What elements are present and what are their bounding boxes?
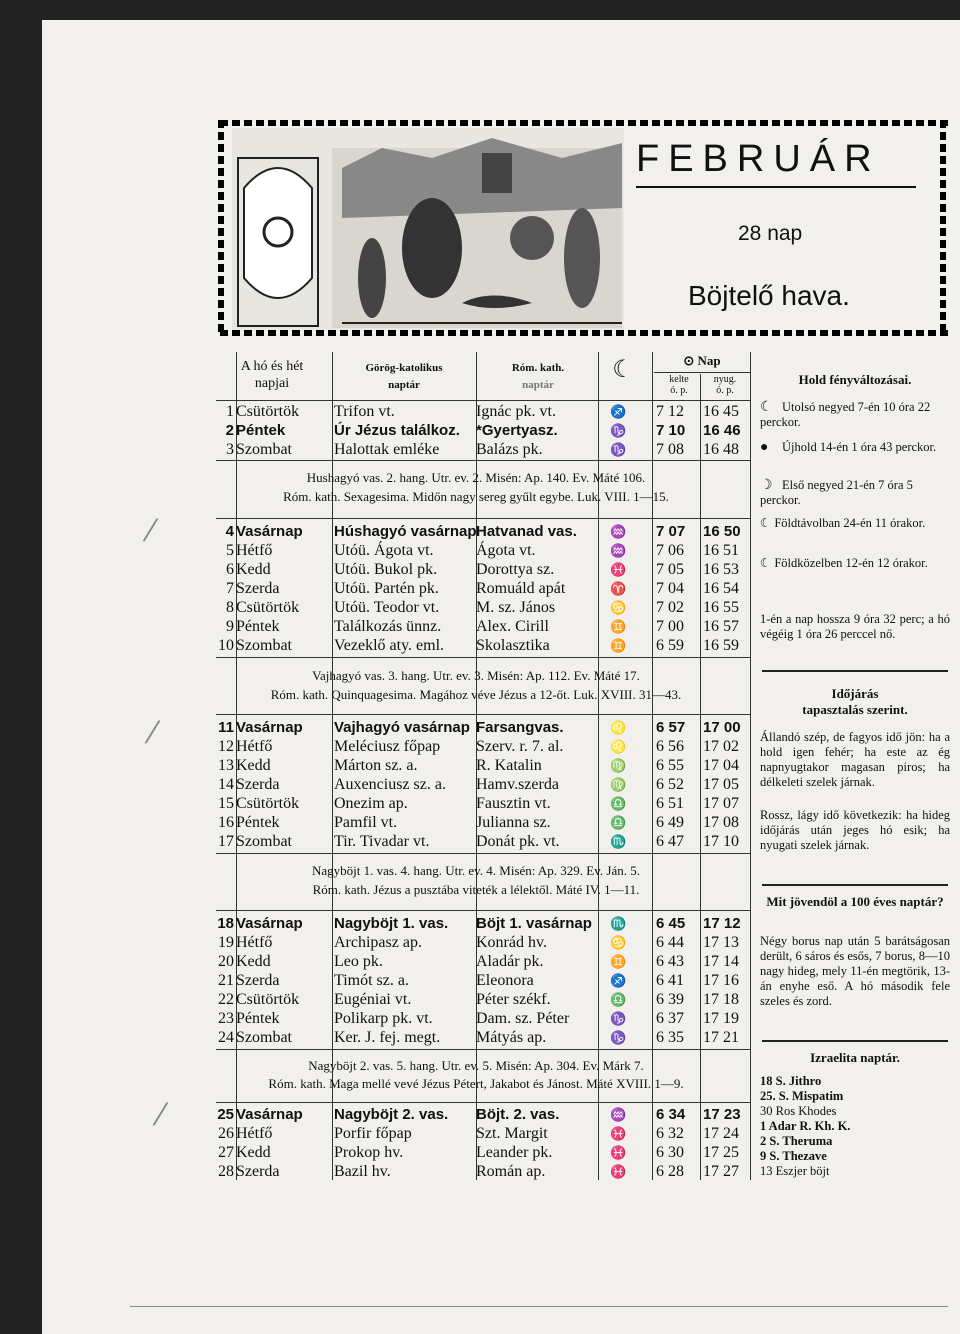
list-item: 13 Eszjer böjt (760, 1164, 830, 1178)
moon-phase-item (760, 478, 950, 508)
day-number: 7 (226, 580, 234, 597)
moon-phase-item (760, 400, 950, 430)
greek-saint: Utóü. Teodor vt. (334, 599, 440, 616)
sun-header-rule (654, 372, 750, 373)
list-item: 25. S. Mispatim (760, 1089, 844, 1103)
greek-saint: Tir. Tivadar vt. (334, 833, 430, 850)
weekday: Hétfő (236, 542, 273, 559)
zodiac-icon: ♎ (610, 796, 627, 811)
week-rule (216, 714, 750, 715)
first-quarter-moon-icon: ☽ (760, 478, 773, 493)
greek-saint: Leo pk. (334, 953, 383, 970)
greek-saint: Vezeklő aty. eml. (334, 637, 445, 654)
roman-saint: R. Katalin (476, 757, 542, 774)
moon-phases-title: Hold fényváltozásai. (798, 372, 912, 387)
roman-saint: Szerv. r. 7. al. (476, 738, 564, 755)
day-number: 15 (218, 795, 234, 812)
col-header-set-line1: nyug. (713, 374, 737, 385)
zodiac-icon: ♊ (610, 638, 627, 653)
weekday: Vasárnap (236, 719, 303, 736)
sunrise-time: 6 52 (656, 776, 684, 793)
weekday: Csütörtök (236, 403, 300, 420)
sunrise-time: 7 02 (656, 599, 684, 616)
greek-saint: Onezim ap. (334, 795, 408, 812)
month-days: 28 nap (738, 222, 803, 245)
sunrise-time: 7 06 (656, 542, 684, 559)
col-header-set (702, 374, 748, 396)
sunrise-time: 7 12 (656, 403, 684, 420)
greek-saint: Utóü. Bukol pk. (334, 561, 438, 578)
forecast-title: Mit jövendöl a 100 éves naptár? (766, 894, 944, 909)
zodiac-icon: ♑ (610, 1030, 627, 1045)
weekday: Szombat (236, 1029, 292, 1046)
day-number: 4 (225, 523, 234, 540)
sun-icon: ⊙ (683, 353, 695, 368)
col-header-greek-line1: Görög-katolikus (365, 362, 443, 374)
day-number: 21 (218, 972, 234, 989)
greek-saint: Pamfil vt. (334, 814, 398, 831)
roman-saint: Péter székf. (476, 991, 551, 1008)
day-number: 20 (218, 953, 234, 970)
sunset-time: 17 12 (703, 915, 741, 932)
greek-saint: Archipasz ap. (334, 934, 422, 951)
week-note: Hushagyó vas. 2. hang. Utr. ev. 2. Misén: Ap. 140. Ev. Máté 106. (306, 470, 646, 485)
weekday: Csütörtök (236, 599, 300, 616)
sunset-time: 17 10 (703, 833, 739, 850)
greek-saint: Timót sz. a. (334, 972, 409, 989)
sunset-time: 16 54 (703, 580, 739, 597)
roman-saint: Böjt 1. vasárnap (476, 915, 592, 932)
left-border (218, 120, 224, 332)
greek-saint: Porfir főpap (334, 1125, 412, 1142)
col-header-day (216, 358, 328, 392)
weekday: Szombat (236, 637, 292, 654)
new-moon-icon: ● (760, 440, 769, 455)
weather-fair-text: Állandó szép, de fagyos idő jön: ha a hold igen fehér; ha este az ég napnyugtakor magasan piros; ha délkeleti szelek járnak. (760, 730, 950, 789)
day-number: 28 (218, 1163, 234, 1180)
sunset-time: 17 05 (703, 776, 739, 793)
month-underline (636, 186, 916, 188)
greek-saint: Utóü. Partén pk. (334, 580, 439, 597)
roman-saint: Dam. sz. Péter (476, 1010, 570, 1027)
greek-saint: Bazil hv. (334, 1163, 391, 1180)
day-number: 18 (217, 915, 234, 932)
perigee-text: Földközelben 12-én 12 órakor. (774, 556, 928, 570)
greek-saint: Ker. J. fej. megt. (334, 1029, 441, 1046)
roman-saint: Aladár pk. (476, 953, 544, 970)
forecast-text: Négy borus nap után 5 barátságosan derült, 6 sáros és esős, 7 borus, 8—10 nagy hideg, mely 11-én megtörik, 13-án enyhe eső. A hó második fele szeles és zord. (760, 934, 950, 1008)
roman-saint: Szt. Margit (476, 1125, 548, 1142)
day-number: 11 (218, 719, 234, 736)
apogee-moon-icon: ☾ (760, 516, 772, 530)
col-header-sun (654, 352, 750, 369)
roman-saint: Donát pk. vt. (476, 833, 560, 850)
header-bottom-border (220, 330, 948, 336)
sunrise-time: 6 44 (656, 934, 684, 951)
weekday: Hétfő (236, 738, 273, 755)
sunrise-time: 6 45 (656, 915, 686, 932)
sidebar-divider (762, 1040, 948, 1042)
zodiac-icon: ♌ (610, 720, 627, 735)
roman-saint: Böjt. 2. vas. (476, 1106, 560, 1123)
sunrise-time: 6 37 (656, 1010, 684, 1027)
zodiac-icon: ♋ (610, 935, 627, 950)
sunrise-time: 6 32 (656, 1125, 684, 1142)
col-header-rise-line2: ó. p. (670, 385, 688, 396)
day-number: 8 (226, 599, 234, 616)
sunset-time: 17 13 (703, 934, 739, 951)
day-number: 19 (218, 934, 234, 951)
month-alias: Böjtelő hava. (688, 280, 850, 311)
greek-saint: Eugéniai vt. (334, 991, 412, 1008)
moon-phase-text: Újhold 14-én 1 óra 43 perckor. (782, 440, 937, 454)
weekday: Péntek (236, 618, 280, 635)
pencil-mark: ⁄ (148, 514, 154, 549)
zodiac-icon: ♑ (610, 423, 627, 438)
col-header-sun-label: Nap (697, 353, 721, 368)
roman-saint: Hatvanad vas. (476, 523, 577, 540)
list-item: 18 S. Jithro (760, 1074, 822, 1088)
sunset-time: 17 25 (703, 1144, 739, 1161)
day-number: 5 (226, 542, 234, 559)
weekday: Szombat (236, 833, 292, 850)
week-rule (216, 657, 750, 658)
zodiac-icon: ♓ (610, 1164, 627, 1179)
zodiac-icon: ♐ (610, 973, 627, 988)
weather-foul-text: Rossz, lágy idő következik: ha hideg időjárás után jeges hó esik; ha nyugati szelek járnak. (760, 808, 950, 852)
roman-saint: Hamv.szerda (476, 776, 559, 793)
greek-saint: Utóü. Ágota vt. (334, 542, 434, 559)
sunset-time: 17 02 (703, 738, 739, 755)
sunset-time: 17 16 (703, 972, 739, 989)
weekday: Vasárnap (236, 1106, 303, 1123)
sunrise-time: 7 04 (656, 580, 684, 597)
sunset-time: 17 19 (703, 1010, 739, 1027)
list-item: 30 Ros Khodes (760, 1104, 837, 1118)
weekday: Csütörtök (236, 795, 300, 812)
weekday: Kedd (236, 953, 271, 970)
week-note: Róm. kath. Maga mellé vevé Jézus Pétert, Jakabot és Jánost. Máté XVIII. 1—9. (268, 1076, 684, 1091)
sunrise-time: 7 00 (656, 618, 684, 635)
sunset-time: 17 24 (703, 1125, 739, 1142)
week-rule (216, 910, 750, 911)
sunset-time: 16 48 (703, 441, 739, 458)
sunrise-time: 7 10 (656, 422, 686, 439)
col-header-greek-line2: naptár (388, 379, 420, 391)
sunrise-time: 6 41 (656, 972, 684, 989)
zodiac-icon: ♏ (610, 916, 627, 931)
zodiac-icon: ♒ (610, 524, 627, 539)
roman-saint: Konrád hv. (476, 934, 547, 951)
zodiac-icon: ♌ (610, 739, 627, 754)
weather-title: Időjárás (831, 686, 879, 701)
col-header-roman-line1: Róm. kath. (511, 362, 565, 374)
weekday: Kedd (236, 757, 271, 774)
week-note: Róm. kath. Sexagesima. Midőn nagy sereg gyűlt egybe. Luk. VIII. 1—15. (283, 489, 669, 504)
zodiac-icon: ♓ (610, 1126, 627, 1141)
moon-phase-icon: ☾ (612, 357, 634, 383)
weekday: Péntek (236, 814, 280, 831)
weekday: Szerda (236, 1163, 280, 1180)
moon-distance-item (760, 516, 950, 531)
roman-saint: Fausztin vt. (476, 795, 551, 812)
roman-saint: Ignác pk. vt. (476, 403, 556, 420)
sunset-time: 16 50 (703, 523, 741, 540)
greek-saint: Halottak emléke (334, 441, 440, 458)
weekday: Szerda (236, 580, 280, 597)
day-number: 12 (218, 738, 234, 755)
right-border (940, 120, 946, 332)
week-note: Róm. kath. Quinquagesima. Magához véve Jézus a 12-őt. Luk. XVIII. 31—43. (270, 687, 682, 702)
roman-saint: *Gyertyasz. (476, 422, 558, 439)
sunrise-time: 7 08 (656, 441, 684, 458)
sunrise-time: 6 59 (656, 637, 684, 654)
last-quarter-moon-icon: ☾ (760, 400, 773, 415)
weekday: Csütörtök (236, 991, 300, 1008)
sunset-time: 16 53 (703, 561, 739, 578)
zodiac-icon: ♑ (610, 1011, 627, 1026)
sunrise-time: 7 07 (656, 523, 686, 540)
weekday: Péntek (236, 1010, 280, 1027)
zodiac-icon: ♒ (610, 1107, 627, 1122)
day-number: 22 (218, 991, 234, 1008)
sunrise-time: 6 56 (656, 738, 684, 755)
greek-saint: Márton sz. a. (334, 757, 418, 774)
zodiac-icon: ♎ (610, 815, 627, 830)
sunrise-time: 6 57 (656, 719, 686, 736)
weekday: Szerda (236, 776, 280, 793)
zodiac-icon: ♏ (610, 834, 627, 849)
zodiac-icon: ♊ (610, 619, 627, 634)
sunset-time: 17 00 (703, 719, 741, 736)
roman-saint: Román ap. (476, 1163, 546, 1180)
week-rule (216, 460, 750, 461)
day-number: 17 (218, 833, 234, 850)
col-header-set-line2: ó. p. (716, 385, 734, 396)
weekday: Szerda (236, 972, 280, 989)
day-number: 27 (218, 1144, 234, 1161)
list-item: 1 Adar R. Kh. K. (760, 1119, 851, 1133)
weather-subtitle: tapasztalás szerint. (802, 702, 908, 717)
zodiac-icon: ♋ (610, 600, 627, 615)
sunrise-time: 6 35 (656, 1029, 684, 1046)
greek-saint: Polikarp pk. vt. (334, 1010, 433, 1027)
day-number: 3 (226, 441, 234, 458)
header-rule (216, 400, 750, 401)
col-header-day-line1: A hó és hét (240, 359, 304, 374)
day-number: 2 (225, 422, 234, 439)
sunset-time: 16 59 (703, 637, 739, 654)
day-number: 1 (226, 403, 234, 420)
sunset-time: 17 07 (703, 795, 739, 812)
moon-phase-text: Első negyed 21-én 7 óra 5 perckor. (760, 478, 913, 507)
weekday: Hétfő (236, 934, 273, 951)
zodiac-icon: ♎ (610, 992, 627, 1007)
weekday: Vasárnap (236, 915, 303, 932)
sidebar-divider (762, 884, 948, 886)
day-number: 24 (218, 1029, 234, 1046)
sunset-time: 17 08 (703, 814, 739, 831)
col-header-rise (656, 374, 702, 396)
week-note: Nagyböjt 1. vas. 4. hang. Utr. ev. 4. Misén: Ap. 329. Ev. Ján. 5. (312, 863, 640, 878)
greek-saint: Prokop hv. (334, 1144, 404, 1161)
pencil-mark: ⁄ (150, 716, 156, 751)
sunrise-time: 6 30 (656, 1144, 684, 1161)
zodiac-icon: ♒ (610, 543, 627, 558)
apogee-text: Földtávolban 24-én 11 órakor. (774, 516, 926, 530)
col-header-day-line2: napjai (254, 376, 290, 391)
weekday: Kedd (236, 1144, 271, 1161)
day-number: 26 (218, 1125, 234, 1142)
zodiac-icon: ♑ (610, 442, 627, 457)
greek-saint: Trifon vt. (334, 403, 395, 420)
col-header-rise-line1: kelte (669, 374, 689, 385)
sunset-time: 17 14 (703, 953, 739, 970)
col-header-greek (334, 360, 474, 394)
sunrise-time: 6 49 (656, 814, 684, 831)
jewish-calendar-list (760, 1074, 950, 1179)
zodiac-icon: ♓ (610, 1145, 627, 1160)
roman-saint: Romuáld apát (476, 580, 566, 597)
week-note: Nagyböjt 2. vas. 5. hang. Utr. ev. 5. Misén: Ap. 304. Ev. Márk 7. (308, 1058, 644, 1073)
roman-saint: Julianna sz. (476, 814, 551, 831)
weekday: Kedd (236, 561, 271, 578)
day-length-text: 1-én a nap hossza 9 óra 32 perc; a hó végéig 1 óra 26 perccel nő. (760, 612, 950, 641)
roman-saint: Eleonora (476, 972, 534, 989)
sunset-time: 17 04 (703, 757, 739, 774)
weekday: Vasárnap (236, 523, 303, 540)
sunrise-time: 6 43 (656, 953, 684, 970)
greek-saint: Vajhagyó vasárnap (334, 719, 470, 736)
sunset-time: 16 51 (703, 542, 739, 559)
greek-saint: Nagyböjt 1. vas. (334, 915, 449, 932)
sunrise-time: 6 34 (656, 1106, 686, 1123)
greek-saint: Meléciusz főpap (334, 738, 441, 755)
day-number: 25 (217, 1106, 234, 1123)
weekday: Szombat (236, 441, 292, 458)
day-number: 13 (218, 757, 234, 774)
list-item: 9 S. Thezave (760, 1149, 827, 1163)
sunset-time: 16 46 (703, 422, 741, 439)
greek-saint: Találkozás ünnz. (334, 618, 442, 635)
list-item: 2 S. Theruma (760, 1134, 833, 1148)
zodiac-icon: ♐ (610, 404, 627, 419)
greek-saint: Húshagyó vasárnap (334, 523, 477, 540)
roman-saint: Mátyás ap. (476, 1029, 547, 1046)
roman-saint: Balázs pk. (476, 441, 543, 458)
day-number: 23 (218, 1010, 234, 1027)
sunrise-time: 6 55 (656, 757, 684, 774)
sunset-time: 16 45 (703, 403, 739, 420)
page-bottom-edge (130, 1306, 948, 1307)
roman-saint: Alex. Cirill (476, 618, 549, 635)
greek-saint: Úr Jézus találkoz. (334, 422, 460, 439)
roman-saint: Farsangvas. (476, 719, 564, 736)
carnival-illustration (232, 128, 624, 330)
sunrise-time: 6 51 (656, 795, 684, 812)
roman-saint: Leander pk. (476, 1144, 553, 1161)
moon-phase-text: Utolsó negyed 7-én 10 óra 22 perckor. (760, 400, 931, 429)
sunrise-time: 6 28 (656, 1163, 684, 1180)
month-title: FEBRUÁR (636, 138, 881, 180)
roman-saint: M. sz. János (476, 599, 556, 616)
sunset-time: 16 55 (703, 599, 739, 616)
zodiac-icon: ♊ (610, 954, 627, 969)
jewish-calendar-title: Izraelita naptár. (810, 1050, 900, 1065)
week-rule (216, 1049, 750, 1050)
sunrise-time: 6 39 (656, 991, 684, 1008)
sunset-time: 17 18 (703, 991, 739, 1008)
week-rule (216, 853, 750, 854)
day-number: 16 (218, 814, 234, 831)
sunset-time: 17 23 (703, 1106, 741, 1123)
day-number: 14 (218, 776, 234, 793)
zodiac-icon: ♓ (610, 562, 627, 577)
col-header-roman (478, 360, 598, 394)
moon-phase-item (760, 440, 950, 455)
roman-saint: Skolasztika (476, 637, 550, 654)
col-header-roman-line2: naptár (522, 379, 554, 391)
week-rule (216, 1102, 750, 1103)
moon-distance-item (760, 556, 950, 571)
zodiac-icon: ♍ (610, 758, 627, 773)
day-number: 9 (226, 618, 234, 635)
roman-saint: Ágota vt. (476, 542, 536, 559)
day-number: 6 (226, 561, 234, 578)
perigee-moon-icon: ☾ (760, 556, 772, 570)
week-rule (216, 518, 750, 519)
greek-saint: Nagyböjt 2. vas. (334, 1106, 449, 1123)
weekday: Péntek (236, 422, 286, 439)
day-number: 10 (218, 637, 234, 654)
sunrise-time: 6 47 (656, 833, 684, 850)
sunrise-time: 7 05 (656, 561, 684, 578)
week-note: Vajhagyó vas. 3. hang. Utr. ev. 3. Misén: Ap. 112. Ev. Máté 17. (312, 668, 640, 683)
sunset-time: 17 27 (703, 1163, 739, 1180)
top-border (220, 120, 948, 126)
weekday: Hétfő (236, 1125, 273, 1142)
week-note: Róm. kath. Jézus a pusztába viteték a lélektől. Máté IV. 1—11. (312, 882, 640, 897)
zodiac-icon: ♍ (610, 777, 627, 792)
sidebar-divider (762, 670, 948, 672)
greek-saint: Auxenciusz sz. a. (334, 776, 446, 793)
zodiac-icon: ♈ (610, 581, 627, 596)
pencil-mark: ⁄ (158, 1098, 164, 1133)
sunset-time: 16 57 (703, 618, 739, 635)
roman-saint: Dorottya sz. (476, 561, 555, 578)
sunset-time: 17 21 (703, 1029, 739, 1046)
